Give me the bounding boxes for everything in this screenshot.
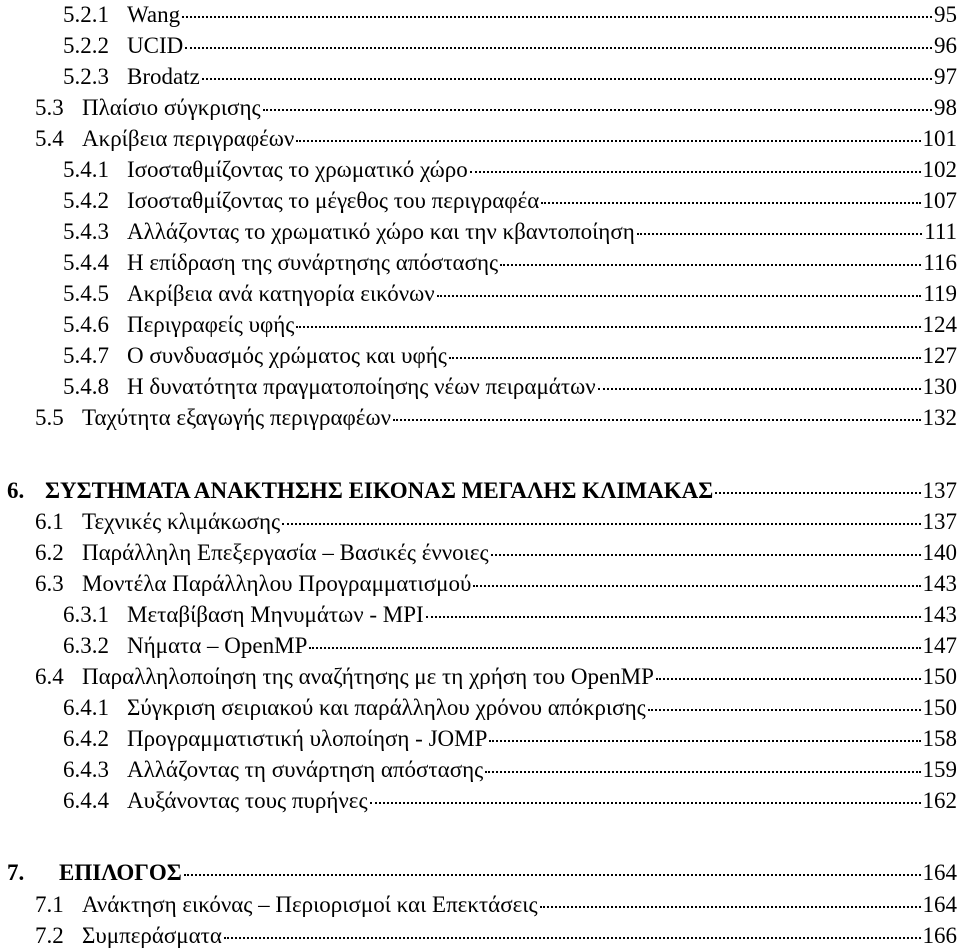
toc-entry-number: 7. [7, 860, 25, 885]
toc-entry-title: ΣΥΣΤΗΜΑΤΑ ΑΝΑΚΤΗΣΗΣ ΕΙΚΟΝΑΣ ΜΕΓΑΛΗΣ ΚΛΙΜΑΚΑΣ [45, 478, 714, 503]
toc-entry-page: 140 [922, 540, 957, 565]
toc-entry-number: 7.2 [35, 923, 64, 948]
toc-entry-page: 137 [922, 509, 957, 534]
toc-entry-number: 6.4 [35, 664, 64, 689]
toc-entry-page: 130 [922, 374, 957, 399]
toc-entry-number: 5.4 [35, 126, 64, 151]
toc-entry-number: 6.3.1 [63, 602, 109, 627]
toc-entry-6-3[interactable] [35, 569, 957, 599]
toc-entry-number: 6.1 [35, 509, 64, 534]
dot-leader [491, 554, 921, 556]
toc-entry-number: 6.4.4 [63, 788, 109, 813]
toc-entry-title: ΕΠΙΛΟΓΟΣ [59, 860, 182, 885]
toc-entry-page: 102 [922, 157, 957, 182]
toc-entry-number: 5.4.4 [63, 250, 109, 275]
toc-entry-number: 5.2.1 [63, 2, 109, 27]
toc-entry-number: 6.4.2 [63, 726, 109, 751]
dot-leader [598, 388, 921, 390]
toc-entry-6-3-1[interactable] [63, 600, 957, 630]
dot-leader [185, 47, 932, 49]
toc-entry-title: UCID [127, 33, 184, 58]
toc-entry-title: Συμπεράσματα [82, 923, 222, 948]
toc-entry-5-5[interactable] [35, 403, 957, 433]
dot-leader [485, 771, 920, 773]
toc-entry-page: 132 [922, 405, 957, 430]
toc-entry-title: Ισοσταθμίζοντας το μέγεθος του περιγραφέα [127, 188, 540, 213]
toc-entry-number: 5.5 [35, 405, 64, 430]
dot-leader [473, 585, 920, 587]
toc-entry-5-3[interactable] [35, 93, 957, 123]
dot-leader [182, 16, 932, 18]
toc-entry-page: 111 [924, 219, 957, 244]
toc-entry-5-4-1[interactable] [63, 155, 957, 185]
toc-entry-number: 5.4.7 [63, 343, 109, 368]
toc-entry-number: 7.1 [35, 892, 64, 917]
toc-entry-6-4-1[interactable] [63, 693, 957, 723]
toc-entry-7-2[interactable] [35, 921, 957, 951]
dot-leader [541, 202, 920, 204]
toc-entry-title: Αλλάζοντας το χρωματικό χώρο και την κβαντοποίηση [127, 219, 635, 244]
toc-entry-5-4-8[interactable] [63, 372, 957, 402]
dot-leader [648, 709, 921, 711]
toc-entry-page: 97 [934, 64, 957, 89]
toc-entry-6-4[interactable] [35, 662, 957, 692]
toc-entry-page: 162 [922, 788, 957, 813]
toc-entry-title: Ακρίβεια περιγραφέων [82, 126, 295, 151]
toc-entry-page: 127 [922, 343, 957, 368]
toc-entry-number: 6.3 [35, 571, 64, 596]
toc-entry-5-4-7[interactable] [63, 341, 957, 371]
toc-entry-6-2[interactable] [35, 538, 957, 568]
toc-entry-page: 158 [922, 726, 957, 751]
toc-entry-5-4-5[interactable] [63, 279, 957, 309]
dot-leader [296, 326, 920, 328]
toc-entry-title: Πλαίσιο σύγκρισης [82, 95, 261, 120]
dot-leader [224, 937, 921, 939]
dot-leader [202, 78, 932, 80]
toc-entry-page: 124 [922, 312, 957, 337]
toc-entry-title: Αυξάνοντας τους πυρήνες [127, 788, 368, 813]
toc-entry-page: 137 [922, 478, 957, 503]
toc-entry-number: 5.4.5 [63, 281, 109, 306]
toc-entry-page: 116 [923, 250, 957, 275]
toc-entry-number: 5.4.6 [63, 312, 109, 337]
toc-entry-title: Αλλάζοντας τη συνάρτηση απόστασης [127, 757, 484, 782]
toc-entry-page: 95 [934, 2, 957, 27]
dot-leader [309, 647, 920, 649]
toc-entry-title: Περιγραφείς υφής [127, 312, 295, 337]
dot-leader [637, 233, 922, 235]
toc-entry-6-1[interactable] [35, 507, 957, 537]
toc-entry-5-2-3[interactable] [63, 62, 957, 92]
toc-entry-title: Νήματα – OpenMP [127, 633, 308, 658]
toc-entry-page: 98 [934, 95, 957, 120]
dot-leader [282, 523, 920, 525]
toc-entry-page: 159 [922, 757, 957, 782]
toc-entry-number: 5.4.8 [63, 374, 109, 399]
toc-entry-page: 150 [922, 664, 957, 689]
dot-leader [489, 740, 920, 742]
toc-entry-6-4-2[interactable] [63, 724, 957, 754]
toc-entry-page: 119 [923, 281, 957, 306]
dot-leader [393, 419, 921, 421]
dot-leader [470, 171, 921, 173]
toc-entry-5-4-2[interactable] [63, 186, 957, 216]
toc-entry-title: Σύγκριση σειριακού και παράλληλου χρόνου απόκρισης [127, 695, 646, 720]
toc-entry-number: 6.4.3 [63, 757, 109, 782]
toc-entry-number: 5.3 [35, 95, 64, 120]
toc-entry-title: Τεχνικές κλιμάκωσης [82, 509, 281, 534]
dot-leader [540, 906, 921, 908]
toc-entry-number: 5.4.3 [63, 219, 109, 244]
toc-entry-page: 150 [922, 695, 957, 720]
toc-entry-title: Brodatz [127, 64, 200, 89]
toc-entry-5-4-4[interactable] [63, 248, 957, 278]
toc-chapter-6[interactable] [7, 476, 957, 506]
toc-entry-number: 5.2.3 [63, 64, 109, 89]
toc-entry-5-2-1[interactable] [63, 0, 957, 30]
toc-entry-7-1[interactable] [35, 890, 957, 920]
toc-entry-6-4-4[interactable] [63, 786, 957, 816]
toc-entry-title: Η επίδραση της συνάρτησης απόστασης [127, 250, 499, 275]
toc-entry-title: Προγραμματιστική υλοποίηση - JOMP [127, 726, 488, 751]
toc-entry-page: 143 [922, 571, 957, 596]
dot-leader [656, 678, 921, 680]
toc-entry-title: Ακρίβεια ανά κατηγορία εικόνων [127, 281, 435, 306]
toc-entry-title: Η δυνατότητα πραγματοποίησης νέων πειραμάτων [127, 374, 596, 399]
toc-entry-number: 5.4.2 [63, 188, 109, 213]
dot-leader [426, 616, 921, 618]
toc-entry-number: 6.2 [35, 540, 64, 565]
toc-entry-title: Μεταβίβαση Μηνυμάτων - MPI [127, 602, 424, 627]
toc-entry-5-4-6[interactable] [63, 310, 957, 340]
toc-entry-number: 5.4.1 [63, 157, 109, 182]
toc-entry-title: Ανάκτηση εικόνας – Περιορισμοί και Επεκτάσεις [82, 892, 538, 917]
toc-entry-number: 6. [7, 478, 25, 503]
toc-entry-title: Wang [127, 2, 181, 27]
toc-entry-number: 5.2.2 [63, 33, 109, 58]
toc-entry-title: Ταχύτητα εξαγωγής περιγραφέων [82, 405, 391, 430]
toc-entry-6-4-3[interactable] [63, 755, 957, 785]
dot-leader [500, 264, 921, 266]
toc-entry-page: 96 [934, 33, 957, 58]
toc-entry-number: 6.4.1 [63, 695, 109, 720]
dot-leader [263, 109, 932, 111]
dot-leader [437, 295, 922, 297]
dot-leader [449, 357, 921, 359]
toc-entry-number: 6.3.2 [63, 633, 109, 658]
toc-chapter-7[interactable] [7, 858, 957, 888]
toc-entry-5-4[interactable] [35, 124, 957, 154]
toc-entry-title: Μοντέλα Παράλληλου Προγραμματισμού [82, 571, 472, 596]
toc-entry-6-3-2[interactable] [63, 631, 957, 661]
dot-leader [184, 874, 921, 876]
toc-entry-title: Παραλληλοποίηση της αναζήτησης με τη χρήση του OpenMP [82, 664, 654, 689]
toc-entry-5-4-3[interactable] [63, 217, 957, 247]
toc-entry-page: 101 [922, 126, 957, 151]
toc-entry-page: 164 [922, 860, 957, 885]
toc-entry-page: 164 [922, 892, 957, 917]
dot-leader [370, 802, 921, 804]
toc-entry-5-2-2[interactable] [63, 31, 957, 61]
toc-entry-title: Ο συνδυασμός χρώματος και υφής [127, 343, 447, 368]
toc-entry-page: 166 [922, 923, 957, 948]
toc-entry-title: Ισοσταθμίζοντας το χρωματικό χώρο [127, 157, 468, 182]
dot-leader [296, 140, 920, 142]
toc-entry-title: Παράλληλη Επεξεργασία – Βασικές έννοιες [82, 540, 489, 565]
dot-leader [715, 492, 920, 494]
toc-entry-page: 143 [922, 602, 957, 627]
toc-entry-page: 147 [922, 633, 957, 658]
toc-entry-page: 107 [922, 188, 957, 213]
